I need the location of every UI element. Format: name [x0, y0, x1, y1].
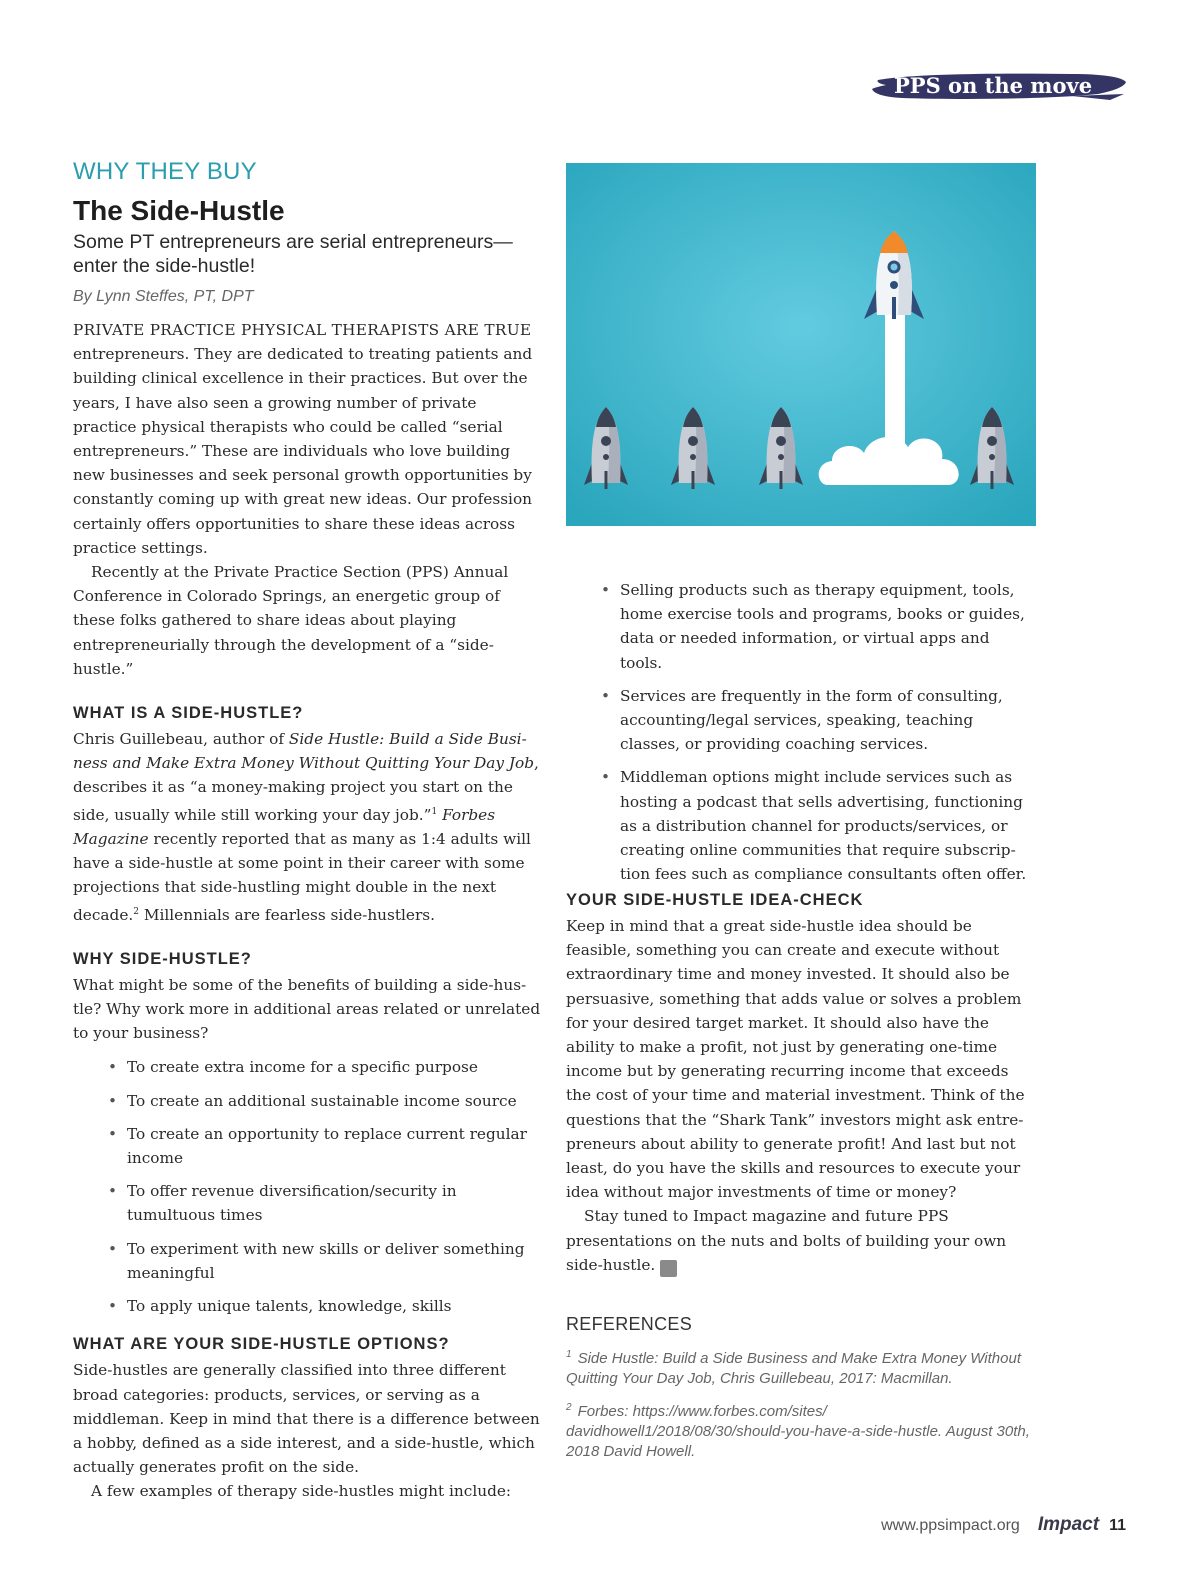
section-heading-idea-check: YOUR SIDE-HUSTLE IDEA-CHECK — [566, 891, 864, 909]
reference-item — [566, 1398, 1036, 1462]
footnote-ref-2: 2 — [133, 906, 139, 917]
article-byline: By Lynn Steffes, PT, DPT — [73, 288, 254, 305]
list-item: • Selling products such as therapy equipment, tools, home exercise tools and programs, books or guides, data or needed information, or virtual apps and tools. — [601, 578, 1036, 675]
book-title: Side Hustle: Build a Side Business and Make Extra Money Without Quitting Your Day Job — [73, 730, 534, 773]
intro-paragraph-2: Recently at the Private Practice Section (PPS) Annual Conference in Colorado Springs, an energetic group of these folks gathered to share ideas about playing entrepreneurially through the development of a “side-hustle.” — [73, 563, 509, 678]
section-heading-what-is: WHAT IS A SIDE-HUSTLE? — [73, 704, 304, 723]
list-item: • To create an opportunity to replace current regular income — [108, 1122, 543, 1170]
article-kicker: WHY THEY BUY — [73, 158, 257, 185]
benefits-list — [73, 1055, 543, 1318]
banner-title: PPS on the move — [894, 73, 1093, 98]
what-is-text-1: Chris Guillebeau, author of — [73, 730, 289, 749]
magazine-title: Forbes Magazine — [73, 805, 496, 848]
what-is-text-4: Millennials are fearless side-hustlers. — [138, 905, 435, 924]
list-item: • To offer revenue diversification/security in tumultuous times — [108, 1179, 543, 1227]
closing-text: Stay tuned to Impact magazine and future PPS presentations on the nuts and bolts of building your own side-hustle. — [566, 1207, 1007, 1274]
list-item: • To experiment with new skills or deliver something meaningful — [108, 1237, 543, 1285]
footer-url[interactable]: www.ppsimpact.org — [881, 1517, 1020, 1534]
references-section — [566, 1311, 1036, 1471]
what-is-paragraph — [73, 727, 543, 927]
closing-paragraph — [566, 1204, 1036, 1277]
footnote-ref-1: 1 — [431, 806, 438, 817]
reference-item — [566, 1345, 1036, 1389]
section-heading-options: WHAT ARE YOUR SIDE-HUSTLE OPTIONS? — [73, 1335, 450, 1354]
article-title: The Side-Hustle — [73, 195, 285, 226]
end-mark-icon: I — [660, 1260, 677, 1277]
why-paragraph: What might be some of the benefits of building a side-hustle? Why work more in additional areas related or unrelated to your business? — [73, 975, 541, 1043]
list-item: • To create an additional sustainable income source — [108, 1089, 543, 1113]
what-is-text-2: , describes it as “a money-making project you start on the side, usually while still working your day job.” — [73, 754, 539, 824]
page-footer — [881, 1514, 1126, 1536]
idea-check-paragraph: Keep in mind that a great side-hustle idea should be feasible, something you can create and execute without extraordinary time and money invested. It should also be persuasive, something that adds value or solves a problem for your desired target market. It should also have the ability to make a profit, not just by generating one-time income but by generating recurring income that exceeds the cost of your time and material investment. Think of the questions that the “Shark Tank” investors might ask entrepreneurs about ability to generate profit! And last but not least, do you have the skills and resources to execute your idea without major investments of time or money? — [566, 917, 1025, 1202]
intro-paragraph — [73, 318, 543, 560]
list-item: • To create extra income for a specific purpose — [108, 1055, 543, 1079]
list-item: • Services are frequently in the form of consulting, accounting/legal services, speaking, teaching classes, or providing coaching services. — [601, 684, 1036, 757]
left-column — [73, 156, 543, 1504]
section-heading-why: WHY SIDE-HUSTLE? — [73, 949, 252, 968]
options-paragraph-2: A few examples of therapy side-hustles might include: — [91, 1482, 512, 1501]
options-paragraph: Side-hustles are generally classified into three different broad categories: products, services, or serving as a middleman. Keep in mind that there is a difference between a hobby, defined as a side interest, and a side-hustle, which actually generates profit on the side. — [73, 1361, 540, 1477]
options-list-column — [566, 578, 1036, 895]
intro-text: entrepreneurs. They are dedicated to treating patients and building clinical excellence in their practices. But over the years, I have also seen a growing number of private practice physical therapists who could be called “serial entrepreneurs.” These are individuals who love building new businesses and seek personal growth opportunities by constantly coming up with great new ideas. Our profession certainly offers opportunities to share these ideas across practice settings. — [73, 345, 533, 557]
reference-text: Forbes: https://www.forbes.com/sites/ davidhowell1/2018/08/30/should-you-have-a-side-hustle. August 30th, 2018 David Howell. — [566, 1403, 1030, 1460]
reference-number: 1 — [566, 1349, 572, 1360]
reference-number: 2 — [566, 1402, 572, 1413]
references-title: REFERENCES — [566, 1314, 693, 1334]
rocket-illustration — [566, 163, 1036, 526]
intro-lead-in: PRIVATE PRACTICE PHYSICAL THERAPISTS ARE TRUE — [73, 321, 532, 339]
section-banner — [872, 70, 1128, 102]
article-subtitle: Some PT entrepreneurs are serial entrepreneurs—enter the side-hustle! — [73, 231, 513, 277]
page-number: 11 — [1109, 1517, 1126, 1534]
list-item: • Middleman options might include services such as hosting a podcast that sells advertising, functioning as a distribution channel for products/services, or creating online communities that require subscription fees such as compliance consultants often offer. — [601, 765, 1036, 886]
what-is-text-3: recently reported that as many as 1:4 adults will have a side-hustle at some point in their career with some projections that side-hustling might double in the next decade. — [73, 829, 531, 924]
reference-text: Side Hustle: Build a Side Business and Make Extra Money Without Quitting Your Day Job, Chris Guillebeau, 2017: Macmillan. — [566, 1350, 1021, 1387]
rocket-launch-image — [566, 163, 1036, 526]
idea-check-section — [566, 888, 1036, 1277]
options-list — [566, 578, 1036, 886]
list-item: • To apply unique talents, knowledge, skills — [108, 1294, 543, 1318]
magazine-brand: Impact — [1037, 1514, 1100, 1535]
